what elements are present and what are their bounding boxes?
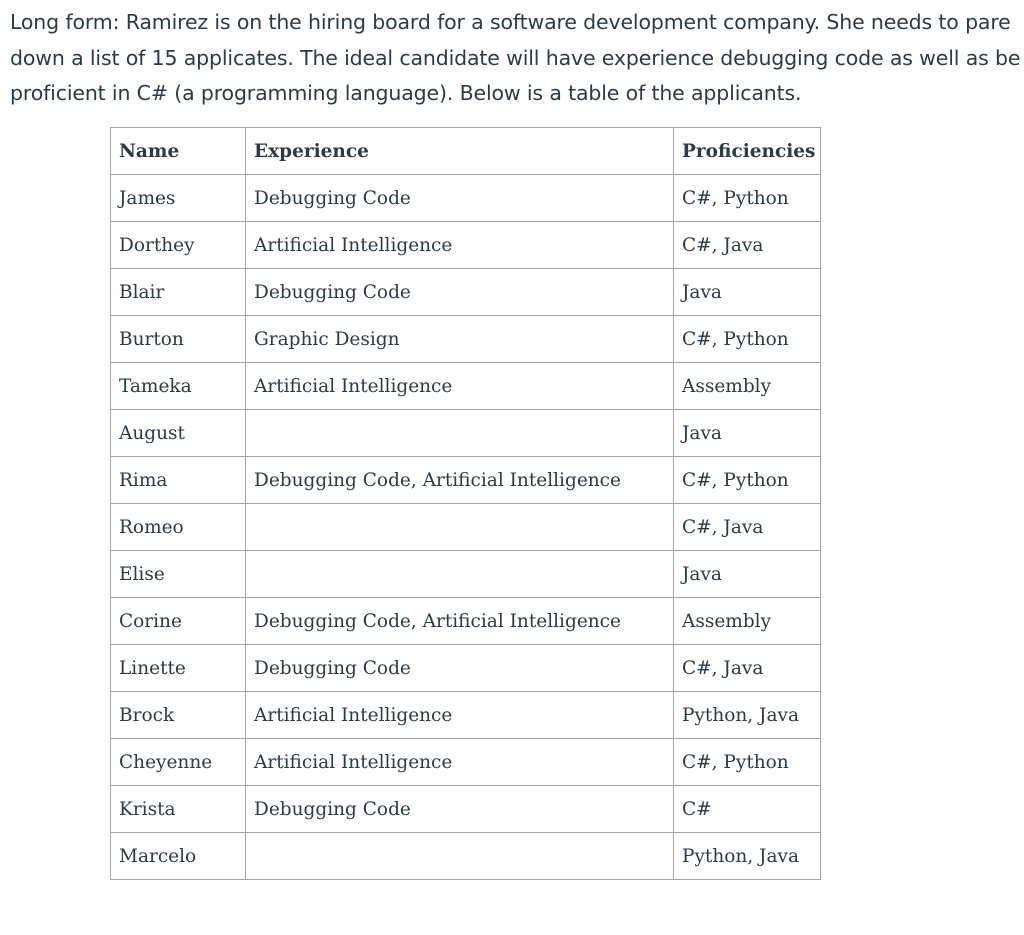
name-cell: Krista xyxy=(111,786,246,833)
name-cell: Elise xyxy=(111,551,246,598)
proficiencies-cell: Java xyxy=(674,410,821,457)
experience-cell: Artificial Intelligence xyxy=(246,222,674,269)
table-row xyxy=(111,833,821,880)
proficiencies-cell: C#, Java xyxy=(674,645,821,692)
proficiencies-cell: C#, Java xyxy=(674,504,821,551)
proficiencies-cell: Java xyxy=(674,551,821,598)
proficiencies-cell: Java xyxy=(674,269,821,316)
name-cell: Marcelo xyxy=(111,833,246,880)
experience-cell: Artificial Intelligence xyxy=(246,739,674,786)
table-row xyxy=(111,222,821,269)
name-cell: Linette xyxy=(111,645,246,692)
experience-cell xyxy=(246,833,674,880)
experience-cell: Graphic Design xyxy=(246,316,674,363)
proficiencies-cell: C#, Python xyxy=(674,457,821,504)
experience-cell xyxy=(246,504,674,551)
experience-cell xyxy=(246,410,674,457)
intro-line: Long form: Ramirez is on the hiring board for a software development company. She needs to pare xyxy=(10,10,1011,34)
name-cell: Dorthey xyxy=(111,222,246,269)
table-body xyxy=(111,175,821,880)
name-cell: August xyxy=(111,410,246,457)
applicants-table xyxy=(110,127,821,880)
experience-column-header: Experience xyxy=(246,128,674,175)
table-row xyxy=(111,316,821,363)
experience-cell: Debugging Code xyxy=(246,269,674,316)
experience-cell xyxy=(246,551,674,598)
proficiencies-cell: C#, Python xyxy=(674,316,821,363)
name-cell: Burton xyxy=(111,316,246,363)
experience-cell: Artificial Intelligence xyxy=(246,363,674,410)
proficiencies-column-header: Proficiencies xyxy=(674,128,821,175)
intro-line: proficient in C# (a programming language). Below is a table of the applicants. xyxy=(10,81,802,105)
experience-cell: Debugging Code, Artificial Intelligence xyxy=(246,457,674,504)
proficiencies-cell: Python, Java xyxy=(674,692,821,739)
intro-paragraph xyxy=(10,5,1020,112)
proficiencies-cell: C#, Python xyxy=(674,175,821,222)
intro-line: down a list of 15 applicates. The ideal candidate will have experience debugging code as well as be xyxy=(10,45,1021,70)
proficiencies-cell: C#, Python xyxy=(674,739,821,786)
proficiencies-cell: Python, Java xyxy=(674,833,821,880)
table-header xyxy=(111,128,821,175)
proficiencies-cell: Assembly xyxy=(674,598,821,645)
table-row xyxy=(111,645,821,692)
name-cell: Corine xyxy=(111,598,246,645)
name-column-header: Name xyxy=(111,128,246,175)
experience-cell: Debugging Code xyxy=(246,786,674,833)
name-cell: Cheyenne xyxy=(111,739,246,786)
name-cell: Romeo xyxy=(111,504,246,551)
experience-cell: Debugging Code xyxy=(246,645,674,692)
experience-cell: Debugging Code, Artificial Intelligence xyxy=(246,598,674,645)
experience-cell: Debugging Code xyxy=(246,175,674,222)
table-row xyxy=(111,692,821,739)
table-row xyxy=(111,175,821,222)
table-row xyxy=(111,410,821,457)
name-cell: Blair xyxy=(111,269,246,316)
proficiencies-cell: C#, Java xyxy=(674,222,821,269)
table-row xyxy=(111,457,821,504)
table-row xyxy=(111,551,821,598)
table-row xyxy=(111,269,821,316)
name-cell: James xyxy=(111,175,246,222)
proficiencies-cell: Assembly xyxy=(674,363,821,410)
name-cell: Brock xyxy=(111,692,246,739)
proficiencies-cell: C# xyxy=(674,786,821,833)
table-row xyxy=(111,504,821,551)
name-cell: Tameka xyxy=(111,363,246,410)
table-row xyxy=(111,363,821,410)
header-row xyxy=(111,128,821,175)
experience-cell: Artificial Intelligence xyxy=(246,692,674,739)
table-row xyxy=(111,786,821,833)
name-cell: Rima xyxy=(111,457,246,504)
table-row xyxy=(111,598,821,645)
table-row xyxy=(111,739,821,786)
